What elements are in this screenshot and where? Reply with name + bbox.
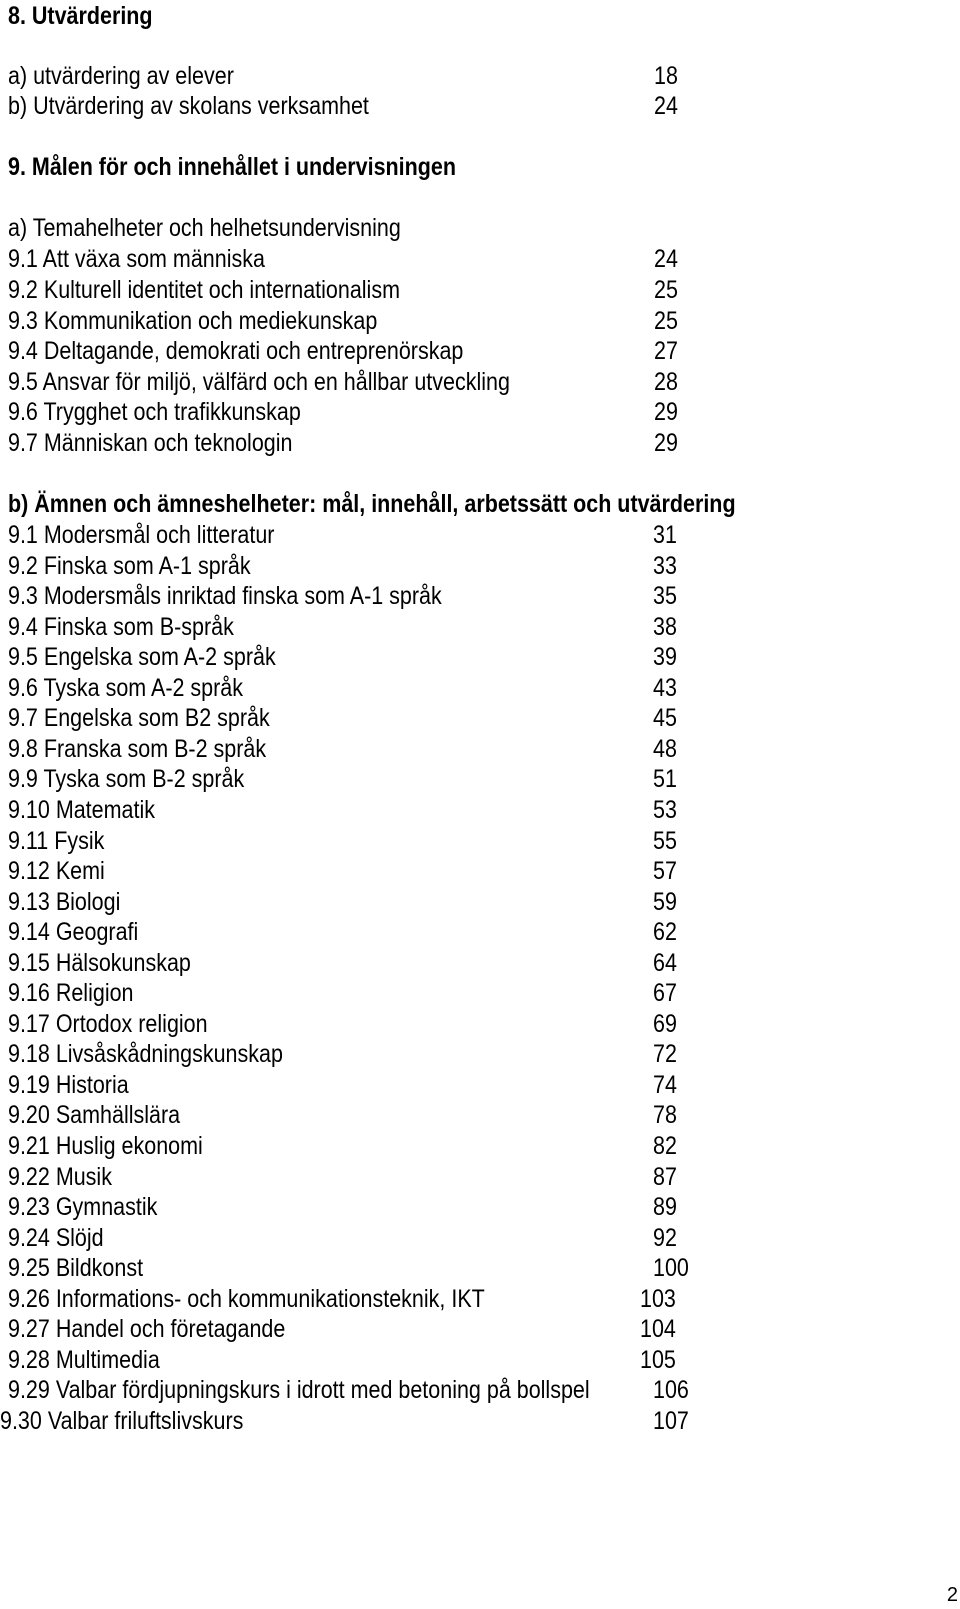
toc-entry-label: 9.15 Hälsokunskap xyxy=(8,949,191,977)
toc-entry-page: 35 xyxy=(653,582,677,610)
toc-entry-label: 9.25 Bildkonst xyxy=(8,1254,144,1282)
toc-entry-label: 9.7 Engelska som B2 språk xyxy=(8,704,270,732)
toc-entry-page: 59 xyxy=(653,888,677,916)
toc-entry-label: 9.8 Franska som B-2 språk xyxy=(8,735,267,763)
toc-entry-page: 18 xyxy=(654,62,678,90)
toc-entry-page: 82 xyxy=(653,1132,677,1160)
part-b-heading: b) Ämnen och ämneshelheter: mål, innehåll, arbetssätt och utvärdering xyxy=(8,490,736,518)
toc-entry-page: 87 xyxy=(653,1163,677,1191)
toc-entry-page: 69 xyxy=(653,1010,677,1038)
toc-entry-label: 9.28 Multimedia xyxy=(8,1346,160,1374)
toc-entry-label: 9.7 Människan och teknologin xyxy=(8,429,293,457)
toc-entry-label: 9.26 Informations- och kommunikationsteknik, IKT xyxy=(8,1285,485,1313)
toc-entry-label: b) Utvärdering av skolans verksamhet xyxy=(8,92,369,120)
toc-entry-page: 48 xyxy=(653,735,677,763)
toc-entry-label: 9.16 Religion xyxy=(8,979,134,1007)
toc-entry-label: 9.23 Gymnastik xyxy=(8,1193,158,1221)
toc-entry-page: 74 xyxy=(653,1071,677,1099)
toc-entry-page: 62 xyxy=(653,918,677,946)
toc-entry-page: 89 xyxy=(653,1193,677,1221)
toc-entry-page: 55 xyxy=(653,827,677,855)
toc-entry-page: 103 xyxy=(640,1285,676,1313)
toc-entry-page: 31 xyxy=(653,521,677,549)
toc-entry-label: 9.2 Kulturell identitet och internationalism xyxy=(8,276,400,304)
toc-entry-label: 9.20 Samhällslära xyxy=(8,1101,181,1129)
toc-entry-page: 106 xyxy=(653,1376,689,1404)
toc-entry-label: 9.3 Kommunikation och mediekunskap xyxy=(8,307,378,335)
toc-entry-label: 9.17 Ortodox religion xyxy=(8,1010,208,1038)
toc-entry-label: 9.30 Valbar friluftslivskurs xyxy=(0,1407,244,1435)
toc-entry-label: 9.5 Engelska som A-2 språk xyxy=(8,643,276,671)
toc-entry-label: 9.21 Huslig ekonomi xyxy=(8,1132,203,1160)
toc-entry-page: 72 xyxy=(653,1040,677,1068)
toc-entry-page: 43 xyxy=(653,674,677,702)
toc-entry-page: 104 xyxy=(640,1315,676,1343)
toc-entry-page: 53 xyxy=(653,796,677,824)
toc-entry-page: 28 xyxy=(654,368,678,396)
toc-entry-page: 39 xyxy=(653,643,677,671)
toc-entry-page: 33 xyxy=(653,552,677,580)
toc-entry-label: 9.29 Valbar fördjupningskurs i idrott med betoning på bollspel xyxy=(8,1376,590,1404)
toc-entry-label: 9.1 Att växa som människa xyxy=(8,245,265,273)
toc-entry-page: 29 xyxy=(654,429,678,457)
toc-entry-label: 9.6 Tyska som A-2 språk xyxy=(8,674,244,702)
part-a-heading: a) Temahelheter och helhetsundervisning xyxy=(8,214,401,242)
toc-entry-label: 9.3 Modersmåls inriktad finska som A-1 språk xyxy=(8,582,442,610)
toc-entry-page: 38 xyxy=(653,613,677,641)
toc-entry-page: 51 xyxy=(653,765,677,793)
toc-entry-page: 105 xyxy=(640,1346,676,1374)
toc-entry-label: 9.10 Matematik xyxy=(8,796,155,824)
toc-entry-label: 9.22 Musik xyxy=(8,1163,112,1191)
toc-entry-label: 9.13 Biologi xyxy=(8,888,121,916)
toc-entry-page: 45 xyxy=(653,704,677,732)
toc-entry-label: 9.27 Handel och företagande xyxy=(8,1315,286,1343)
toc-entry-label: 9.2 Finska som A-1 språk xyxy=(8,552,251,580)
page-number: 2 xyxy=(946,1584,958,1606)
toc-entry-label: 9.4 Deltagande, demokrati och entreprenörskap xyxy=(8,337,464,365)
toc-entry-page: 25 xyxy=(654,276,678,304)
toc-entry-page: 24 xyxy=(654,245,678,273)
toc-entry-label: 9.9 Tyska som B-2 språk xyxy=(8,765,245,793)
toc-entry-page: 57 xyxy=(653,857,677,885)
toc-entry-page: 24 xyxy=(654,92,678,120)
toc-entry-label: 9.5 Ansvar för miljö, välfärd och en hållbar utveckling xyxy=(8,368,510,396)
toc-entry-label: 9.14 Geografi xyxy=(8,918,139,946)
toc-entry-label: 9.6 Trygghet och trafikkunskap xyxy=(8,398,301,426)
toc-entry-label: 9.4 Finska som B-språk xyxy=(8,613,234,641)
toc-entry-label: 9.1 Modersmål och litteratur xyxy=(8,521,275,549)
toc-entry-label: a) utvärdering av elever xyxy=(8,62,234,90)
toc-entry-page: 29 xyxy=(654,398,678,426)
toc-entry-page: 27 xyxy=(654,337,678,365)
toc-entry-page: 64 xyxy=(653,949,677,977)
toc-entry-label: 9.18 Livsåskådningskunskap xyxy=(8,1040,283,1068)
toc-entry-label: 9.11 Fysik xyxy=(8,827,105,855)
toc-entry-page: 67 xyxy=(653,979,677,1007)
toc-entry-page: 92 xyxy=(653,1224,677,1252)
toc-entry-label: 9.12 Kemi xyxy=(8,857,105,885)
section-9-heading: 9. Målen för och innehållet i undervisningen xyxy=(8,153,456,181)
toc-entry-page: 25 xyxy=(654,307,678,335)
toc-entry-page: 100 xyxy=(653,1254,689,1282)
toc-entry-page: 78 xyxy=(653,1101,677,1129)
section-8-heading: 8. Utvärdering xyxy=(8,2,153,30)
toc-entry-page: 107 xyxy=(653,1407,689,1435)
toc-entry-label: 9.19 Historia xyxy=(8,1071,129,1099)
toc-entry-label: 9.24 Slöjd xyxy=(8,1224,104,1252)
